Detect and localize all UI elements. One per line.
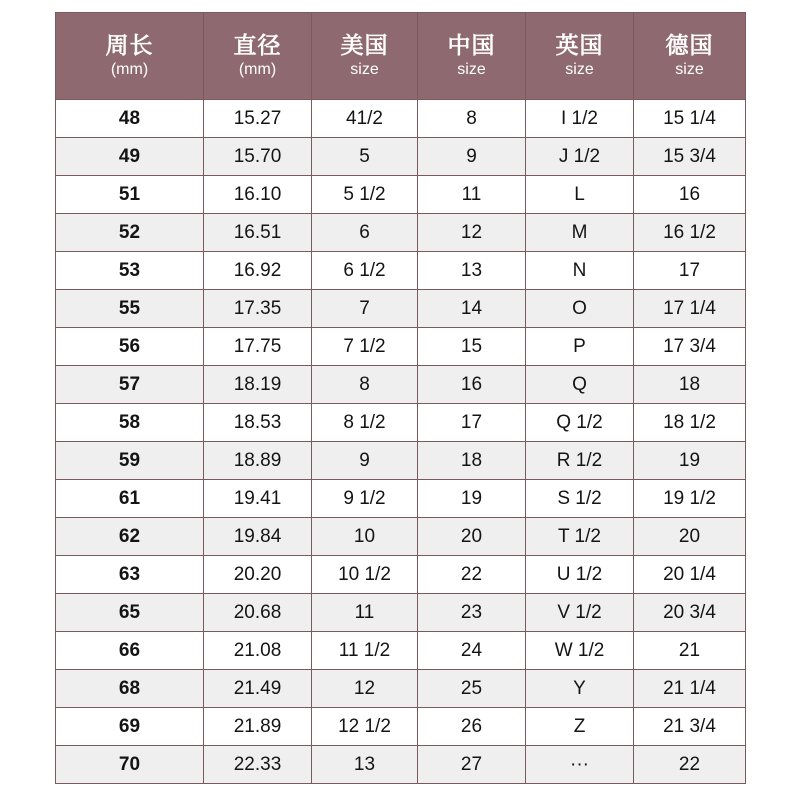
cell-circumference: 61	[56, 480, 204, 518]
table-cell: Z	[526, 708, 634, 746]
table-row	[56, 708, 746, 746]
table-cell: 22.33	[204, 746, 312, 784]
table-cell: 12 1/2	[312, 708, 418, 746]
cell-circumference: 70	[56, 746, 204, 784]
table-row	[56, 480, 746, 518]
table-cell: 10	[312, 518, 418, 556]
table-cell: ···	[526, 746, 634, 784]
table-cell: 7	[312, 290, 418, 328]
cell-circumference: 66	[56, 632, 204, 670]
table-cell: 18.19	[204, 366, 312, 404]
cell-circumference: 52	[56, 214, 204, 252]
table-cell: 27	[418, 746, 526, 784]
table-cell: L	[526, 176, 634, 214]
table-cell: 16.10	[204, 176, 312, 214]
table-cell: N	[526, 252, 634, 290]
cell-circumference: 48	[56, 100, 204, 138]
column-header-unit: size	[350, 60, 379, 78]
table-cell: 10 1/2	[312, 556, 418, 594]
table-row	[56, 670, 746, 708]
table-cell: 17 1/4	[634, 290, 746, 328]
table-cell: W 1/2	[526, 632, 634, 670]
table-cell: 20	[418, 518, 526, 556]
column-header-title: 英国	[555, 31, 604, 58]
cell-circumference: 59	[56, 442, 204, 480]
table-cell: 15.70	[204, 138, 312, 176]
table-cell: 15 1/4	[634, 100, 746, 138]
table-row	[56, 632, 746, 670]
table-cell: R 1/2	[526, 442, 634, 480]
table-cell: 20.68	[204, 594, 312, 632]
cell-circumference: 62	[56, 518, 204, 556]
table-cell: 17 3/4	[634, 328, 746, 366]
table-cell: 11	[312, 594, 418, 632]
table-row	[56, 594, 746, 632]
table-row	[56, 100, 746, 138]
cell-circumference: 51	[56, 176, 204, 214]
table-cell: 19	[418, 480, 526, 518]
table-cell: 19.84	[204, 518, 312, 556]
table-cell: 16.92	[204, 252, 312, 290]
table-cell: 17.35	[204, 290, 312, 328]
table-cell: 24	[418, 632, 526, 670]
cell-circumference: 55	[56, 290, 204, 328]
table-cell: 26	[418, 708, 526, 746]
table-cell: 21	[634, 632, 746, 670]
column-header-title: 美国	[340, 31, 389, 58]
column-header-title: 德国	[665, 31, 714, 58]
table-cell: 16	[634, 176, 746, 214]
cell-circumference: 53	[56, 252, 204, 290]
column-header-title: 直径	[233, 31, 282, 58]
table-cell: 21 1/4	[634, 670, 746, 708]
table-cell: P	[526, 328, 634, 366]
table-cell: 8	[418, 100, 526, 138]
table-row	[56, 366, 746, 404]
table-cell: 22	[634, 746, 746, 784]
table-cell: 21.08	[204, 632, 312, 670]
table-cell: 14	[418, 290, 526, 328]
table-cell: 13	[312, 746, 418, 784]
table-cell: 6 1/2	[312, 252, 418, 290]
table-cell: 6	[312, 214, 418, 252]
column-header-unit: (mm)	[110, 60, 149, 78]
table-cell: 22	[418, 556, 526, 594]
column-header-unit: (mm)	[238, 60, 277, 78]
table-cell: 20	[634, 518, 746, 556]
table-cell: S 1/2	[526, 480, 634, 518]
table-row	[56, 290, 746, 328]
table-row	[56, 328, 746, 366]
table-cell: 19.41	[204, 480, 312, 518]
table-cell: 20.20	[204, 556, 312, 594]
table-cell: 5	[312, 138, 418, 176]
table-cell: 9	[418, 138, 526, 176]
cell-circumference: 49	[56, 138, 204, 176]
table-row	[56, 518, 746, 556]
table-cell: 18.53	[204, 404, 312, 442]
table-cell: 25	[418, 670, 526, 708]
table-cell: 16 1/2	[634, 214, 746, 252]
table-cell: 18.89	[204, 442, 312, 480]
table-row	[56, 176, 746, 214]
cell-circumference: 63	[56, 556, 204, 594]
table-cell: U 1/2	[526, 556, 634, 594]
column-header-us	[312, 13, 418, 100]
table-cell: 15.27	[204, 100, 312, 138]
table-cell: 12	[312, 670, 418, 708]
column-header-unit: size	[565, 60, 594, 78]
table-cell: Q 1/2	[526, 404, 634, 442]
table-cell: 21 3/4	[634, 708, 746, 746]
table-cell: O	[526, 290, 634, 328]
column-header-germany	[634, 13, 746, 100]
column-header-unit: size	[457, 60, 486, 78]
table-row	[56, 442, 746, 480]
table-cell: 21.89	[204, 708, 312, 746]
table-cell: 13	[418, 252, 526, 290]
table-cell: 18 1/2	[634, 404, 746, 442]
table-cell: 19	[634, 442, 746, 480]
table-cell: J 1/2	[526, 138, 634, 176]
table-cell: 11	[418, 176, 526, 214]
table-cell: 18	[418, 442, 526, 480]
table-cell: I 1/2	[526, 100, 634, 138]
table-cell: 11 1/2	[312, 632, 418, 670]
table-cell: 8	[312, 366, 418, 404]
ring-size-table	[55, 12, 746, 784]
table-cell: 15	[418, 328, 526, 366]
table-cell: 20 1/4	[634, 556, 746, 594]
table-row	[56, 138, 746, 176]
column-header-uk	[526, 13, 634, 100]
table-cell: 41/2	[312, 100, 418, 138]
table-cell: 20 3/4	[634, 594, 746, 632]
table-cell: 21.49	[204, 670, 312, 708]
table-cell: 8 1/2	[312, 404, 418, 442]
column-header-diameter	[204, 13, 312, 100]
column-header-china	[418, 13, 526, 100]
cell-circumference: 57	[56, 366, 204, 404]
column-header-circumference	[56, 13, 204, 100]
column-header-title: 中国	[447, 31, 496, 58]
table-cell: V 1/2	[526, 594, 634, 632]
table-cell: 9 1/2	[312, 480, 418, 518]
table-cell: T 1/2	[526, 518, 634, 556]
table-cell: 16.51	[204, 214, 312, 252]
table-header	[56, 13, 746, 100]
table-row	[56, 404, 746, 442]
cell-circumference: 65	[56, 594, 204, 632]
table-cell: 19 1/2	[634, 480, 746, 518]
table-cell: 17	[634, 252, 746, 290]
table-row	[56, 214, 746, 252]
table-header-row	[56, 13, 746, 100]
table-cell: 18	[634, 366, 746, 404]
table-row	[56, 556, 746, 594]
table-cell: 5 1/2	[312, 176, 418, 214]
table-body	[56, 100, 746, 784]
table-cell: 9	[312, 442, 418, 480]
cell-circumference: 69	[56, 708, 204, 746]
table-cell: Q	[526, 366, 634, 404]
table-cell: 16	[418, 366, 526, 404]
table-cell: 23	[418, 594, 526, 632]
cell-circumference: 58	[56, 404, 204, 442]
table-cell: 7 1/2	[312, 328, 418, 366]
table-cell: 15 3/4	[634, 138, 746, 176]
table-cell: 17.75	[204, 328, 312, 366]
table-row	[56, 746, 746, 784]
cell-circumference: 56	[56, 328, 204, 366]
table-cell: 17	[418, 404, 526, 442]
column-header-unit: size	[675, 60, 704, 78]
cell-circumference: 68	[56, 670, 204, 708]
column-header-title: 周长	[105, 31, 154, 58]
table-cell: 12	[418, 214, 526, 252]
table-cell: M	[526, 214, 634, 252]
table-cell: Y	[526, 670, 634, 708]
table-row	[56, 252, 746, 290]
